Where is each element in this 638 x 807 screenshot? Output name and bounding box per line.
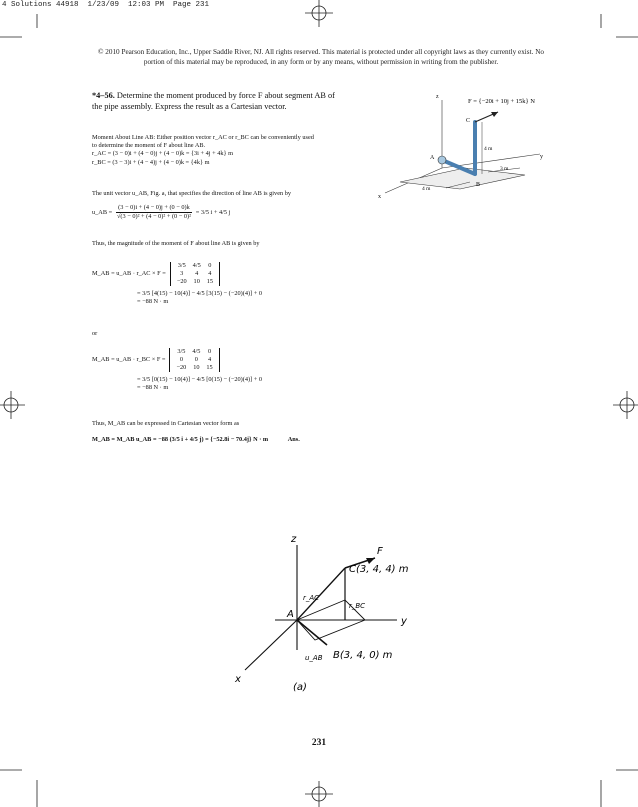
problem-statement bbox=[92, 91, 347, 112]
magnitude-intro: Thus, the magnitude of the moment of F about line AB is given by bbox=[92, 240, 260, 247]
unit-vector-numerator: (3 − 0)i + (4 − 0)j + (0 − 0)k bbox=[116, 204, 192, 213]
final-answer bbox=[92, 436, 300, 444]
position-vector-rbc: r_BC = (3 − 3)i + (4 − 4)j + (4 − 0)k = {4k} m bbox=[92, 158, 210, 166]
unit-vector-result: = 3/5 i + 4/5 j bbox=[195, 208, 231, 216]
sketch-caption: (a) bbox=[293, 682, 307, 693]
problem-number: *4–56. bbox=[92, 91, 115, 100]
figure-point-c: C bbox=[466, 118, 471, 124]
sketch-b-coord: B(3, 4, 0) m bbox=[333, 650, 393, 661]
figure-z-label: z bbox=[436, 94, 439, 100]
sketch-f-label: F bbox=[377, 546, 383, 557]
unit-vector-equation bbox=[92, 204, 230, 221]
moment-1-lhs: M_AB = u_AB · r_AC × F = bbox=[92, 269, 166, 277]
printer-slug: 4 Solutions 44918 1/23/09 12:03 PM Page 231 bbox=[2, 1, 210, 9]
solution-line-2: to determine the moment of F about line AB. bbox=[92, 142, 206, 150]
sketch-rac-label: r_AC bbox=[303, 594, 320, 602]
solution-intro bbox=[92, 134, 392, 167]
moment-2-result: = −88 N · m bbox=[137, 384, 169, 392]
sketch-y-label: y bbox=[401, 616, 407, 627]
position-vector-rac: r_AC = (3 − 0)i + (4 − 0)j + (4 − 0)k = {3i + 4j + 4k} m bbox=[92, 150, 234, 158]
solution-line-1: Moment About Line AB: Either position vector r_AC or r_BC can be conveniently used bbox=[92, 134, 314, 141]
moment-1-expansion: = 3/5 [4(15) − 10(4)] − 4/5 [3(15) − (−20)(4)] + 0 bbox=[137, 290, 263, 297]
figure-dim-3m: 3 m bbox=[500, 166, 509, 172]
page-number: 231 bbox=[311, 738, 327, 748]
sketch-x-axis bbox=[245, 620, 297, 670]
sketch-a-label: A bbox=[287, 609, 294, 620]
moment-2-expansion: = 3/5 [0(15) − 10(4)] − 4/5 [0(15) − (−20)(4)] + 0 bbox=[137, 376, 263, 383]
moment-equation-1 bbox=[92, 262, 262, 306]
answer-label: Ans. bbox=[287, 436, 300, 443]
unit-vector-denominator: √(3 − 0)² + (4 − 0)² + (0 − 0)² bbox=[116, 213, 192, 221]
figure-dim-4m-vertical: 4 m bbox=[484, 146, 493, 152]
unit-vector-intro: The unit vector u_AB, Fig. a, that specifies the direction of line AB is given by bbox=[92, 190, 292, 197]
figure-x-label: x bbox=[378, 194, 381, 200]
problem-text: Determine the moment produced by force F about segment AB of the pipe assembly. Express the result as a Cartesian vector. bbox=[92, 91, 335, 111]
sketch-uab-arrow bbox=[297, 620, 327, 645]
sketch-c-coord: C(3, 4, 4) m bbox=[349, 564, 409, 575]
figure-force-label: F = {−20i + 10j + 15k} N bbox=[468, 98, 535, 105]
determinant-2: 3/5 4/5 0 0 0 4 −20 10 15 bbox=[169, 348, 219, 372]
sketch-x-label: x bbox=[235, 674, 241, 685]
determinant-1: 3/5 4/5 0 3 4 4 −20 10 15 bbox=[170, 262, 220, 286]
figure-y-label: y bbox=[540, 154, 543, 160]
pipe bbox=[442, 122, 475, 174]
sketch-figure-a bbox=[215, 520, 435, 700]
support-a bbox=[438, 156, 446, 164]
figure-point-a: A bbox=[430, 155, 435, 161]
pipe-assembly-figure bbox=[370, 90, 570, 205]
moment-2-lhs: M_AB = u_AB · r_BC × F = bbox=[92, 355, 166, 363]
moment-equation-2 bbox=[92, 348, 262, 392]
sketch-uab-label: u_AB bbox=[305, 654, 323, 662]
figure-point-b: B bbox=[476, 182, 481, 188]
or-label: or bbox=[92, 330, 98, 337]
unit-vector-lhs: u_AB = bbox=[92, 208, 113, 216]
final-equation: M_AB = M_AB u_AB = −88 (3/5 i + 4/5 j) = {−52.8i − 70.4j} N · m bbox=[92, 436, 269, 443]
cartesian-intro: Thus, M_AB can be expressed in Cartesian vector form as bbox=[92, 420, 240, 427]
moment-1-result: = −88 N · m bbox=[137, 298, 169, 306]
sketch-rbc-label: r_BC bbox=[349, 602, 366, 610]
copyright-notice: © 2010 Pearson Education, Inc., Upper Saddle River, NJ. All rights reserved. This material is protected under all copyright laws as they currently exist. No portion of this material may be reproduced, in any form or by any means, without permission in writing from the publisher. bbox=[98, 48, 544, 66]
sketch-z-label: z bbox=[291, 534, 297, 545]
figure-dim-4m-horizontal: 4 m bbox=[422, 186, 431, 192]
